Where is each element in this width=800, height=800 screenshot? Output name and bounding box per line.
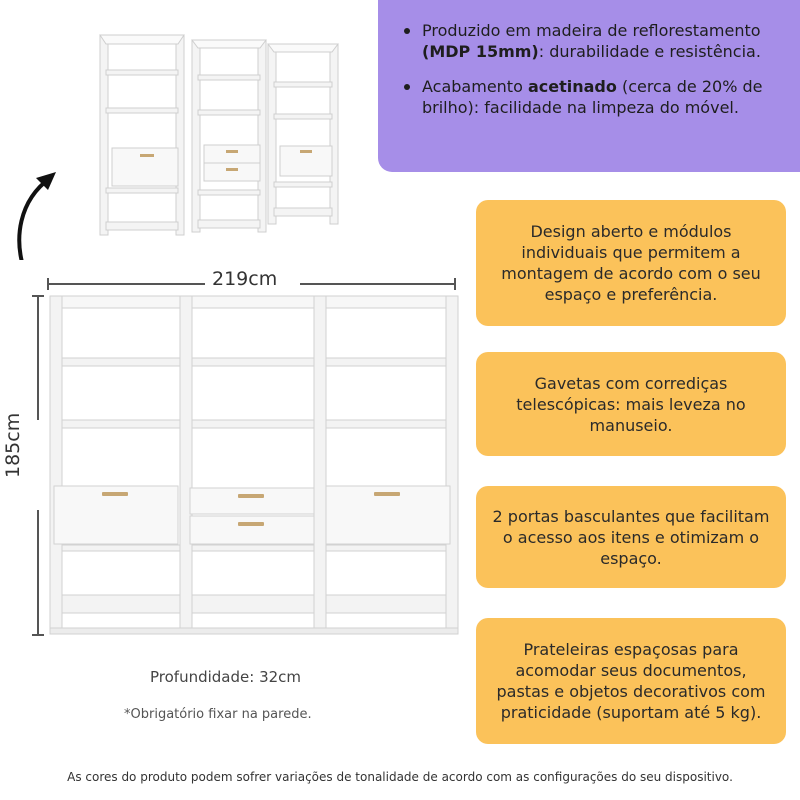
width-label: 219cm bbox=[212, 268, 278, 290]
feature-card-shelves bbox=[476, 618, 786, 744]
bottom-drawer bbox=[190, 516, 314, 544]
feature-text: Gavetas com corrediças telescópicas: mais leveza no manuseio. bbox=[516, 373, 746, 435]
depth-label: Profundidade: 32cm bbox=[150, 668, 302, 686]
wall-fixing-note: *Obrigatório fixar na parede. bbox=[124, 707, 312, 722]
feature-card-drawers bbox=[476, 352, 786, 456]
feature-card-modular bbox=[476, 200, 786, 326]
material-info-box bbox=[378, 0, 800, 172]
top-drawer bbox=[190, 488, 314, 514]
height-label: 185cm bbox=[2, 412, 24, 478]
feature-text: 2 portas basculantes que facilitam o acesso aos itens e otimizam o espaço. bbox=[492, 506, 770, 568]
material-bullet: Produzido em madeira de reflorestamento (MDP 15mm): durabilidade e resistência. bbox=[402, 20, 780, 62]
height-dimension-line bbox=[32, 296, 44, 635]
feature-card-flap-doors bbox=[476, 486, 786, 588]
feature-text: Prateleiras espaçosas para acomodar seus documentos, pastas e objetos decorativos com praticidade (suportam até 5 kg). bbox=[496, 640, 766, 722]
finish-bullet: Acabamento acetinado (cerca de 20% de brilho): facilidade na limpeza do móvel. bbox=[402, 76, 780, 118]
feature-text: Design aberto e módulos individuais que permitem a montagem de acordo com o seu espaço e preferência. bbox=[501, 222, 761, 304]
color-disclaimer: As cores do produto podem sofrer variações de tonalidade de acordo com as configurações do seu dispositivo. bbox=[67, 770, 733, 784]
